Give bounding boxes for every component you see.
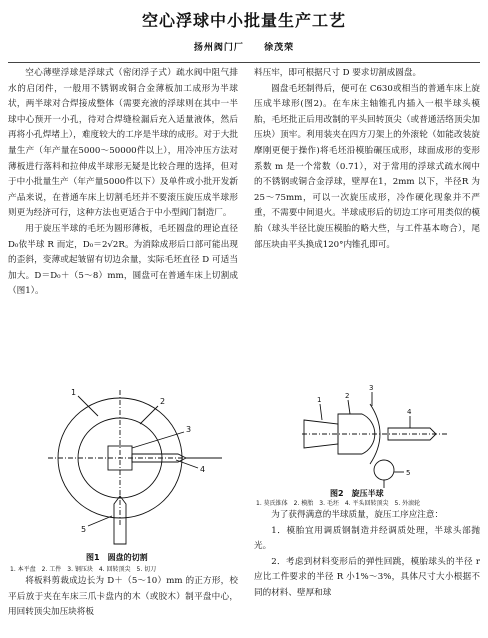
left-paragraph-2: 用于旋压半球的毛坯为圆形薄板，毛坯圆盘的理论直径 D₀依半球 R 而定，D₀＝2√2R。为消除成形后口部可能出现的歪斜，变薄或起皱留有切边余量，实际毛坯直径 D 可适当加大。D＝D₀＋（5～8）mm，圆盘可在普通车床上切割成（图1）。	[8, 223, 238, 297]
fig1-label-3: 3	[186, 425, 192, 434]
left-paragraph-3: 将板料剪裁成边长为 D＋（5～10）mm 的正方形，校平后放于夹在车床三爪卡盘内的木（或胶木）制平盘中心，用回转顶尖加压块将板	[8, 576, 238, 618]
author-name: 徐茂荣	[264, 43, 295, 53]
fig2-label-4: 4	[407, 408, 412, 416]
fig1-label-4: 4	[200, 465, 206, 474]
right-paragraph-5: 2．考虑到材料变形后的弹性回跳，模胎球头的半径 r 应比工件要求的半径 R 小1%～3%，具体尺寸大小根据不同的材料、壁厚和球	[254, 556, 480, 598]
fig1-label-2: 2	[160, 397, 166, 406]
figure-1-caption: 图1 圆盘的切割	[86, 553, 148, 562]
affiliation: 扬州阀门厂	[193, 43, 244, 53]
figure-1-legend: 1. 本平盘 2. 工件 3. 钢压块 4. 回转顶尖 5. 切刀	[10, 566, 157, 573]
right-paragraph-1: 料压牢，即可根据尺寸 D 要求切割成圆盘。	[254, 68, 422, 78]
figure-2-spinning	[300, 380, 450, 488]
left-bottom-text	[8, 574, 238, 621]
author-line	[0, 40, 488, 53]
right-paragraph-3: 为了获得满意的半球质量，旋压工序应注意：	[271, 510, 444, 520]
fig2-label-2: 2	[345, 392, 350, 400]
fig2-label-1: 1	[317, 396, 322, 404]
right-paragraph-2: 圆盘毛坯制得后，便可在 C630或相当的普通车床上旋压成半球形(图2)。在车床主轴锥孔内插入一根半球头模胎，毛坯批正后用改制的平头回转顶尖（或普通活络顶尖加压块）顶牢。利用装夹在四方刀架上的外滚轮（如能改装旋摩刚更便于操作)将毛坯沿模胎碾压成形，球面成形的变形系数 m 是一个常数（0.71），对于常用的浮球式疏水阀中的不锈钢或铜合金浮球，壁厚在1，2mm 以下，半径R 为25～75mm，可以一次旋压成形，冷作硬化现象并不严重，不需要中间退火。半球成形后的切边工序可用类似的模胎（球头半径比旋压模胎的略大些，与工件基本吻合），尾部压块由平头换成120°内锥孔即可。	[254, 83, 480, 250]
fig1-label-5: 5	[81, 525, 87, 534]
header-divider	[8, 62, 480, 63]
fig1-label-1: 1	[71, 388, 77, 397]
figure-2-caption: 图2 旋压半球	[330, 489, 384, 498]
left-column	[8, 66, 238, 300]
figure-1-disc-cutting	[8, 376, 238, 550]
right-bottom-text	[254, 508, 480, 602]
right-column	[254, 66, 480, 253]
page-title: 空心浮球中小批量生产工艺	[141, 11, 346, 30]
fig2-label-3: 3	[369, 384, 374, 392]
outer-roller	[374, 460, 394, 480]
figure-2-legend: 1. 莫氏锥体 2. 模胎 3. 毛坯 4. 平头回转顶尖 5. 外滚轮	[256, 500, 421, 507]
fig2-label-5: 5	[406, 469, 411, 477]
right-paragraph-4: 1．模胎宜用调质钢制造并经调质处理，半球头部抛光。	[254, 525, 480, 552]
left-paragraph-1: 空心薄壁浮球是浮球式（密闭浮子式）疏水阀中阻气排水的启闭件，一般用不锈钢或铜合金薄板加工成形为半球状，两半球对合焊接成整体（需要充液的浮球则在其中一半球中心预开一小孔，待对合焊缝检漏后充入适量液体，然后再将小孔焊堵上），难度较大的工序是半球的成形。对于大批量生产（年产量在5000～50000件以上），用冷冲压方法对薄板进行落料和拉伸成半球形无疑是比较合理的选择，但对于中小批量生产（年产量5000件以下）及单件或小批开发新产品来说，在普通车床上切割毛坯并不要滚压旋压成半球形则更为经济可行，这种方法也更适合于中小型阀门制造厂。	[8, 68, 238, 219]
